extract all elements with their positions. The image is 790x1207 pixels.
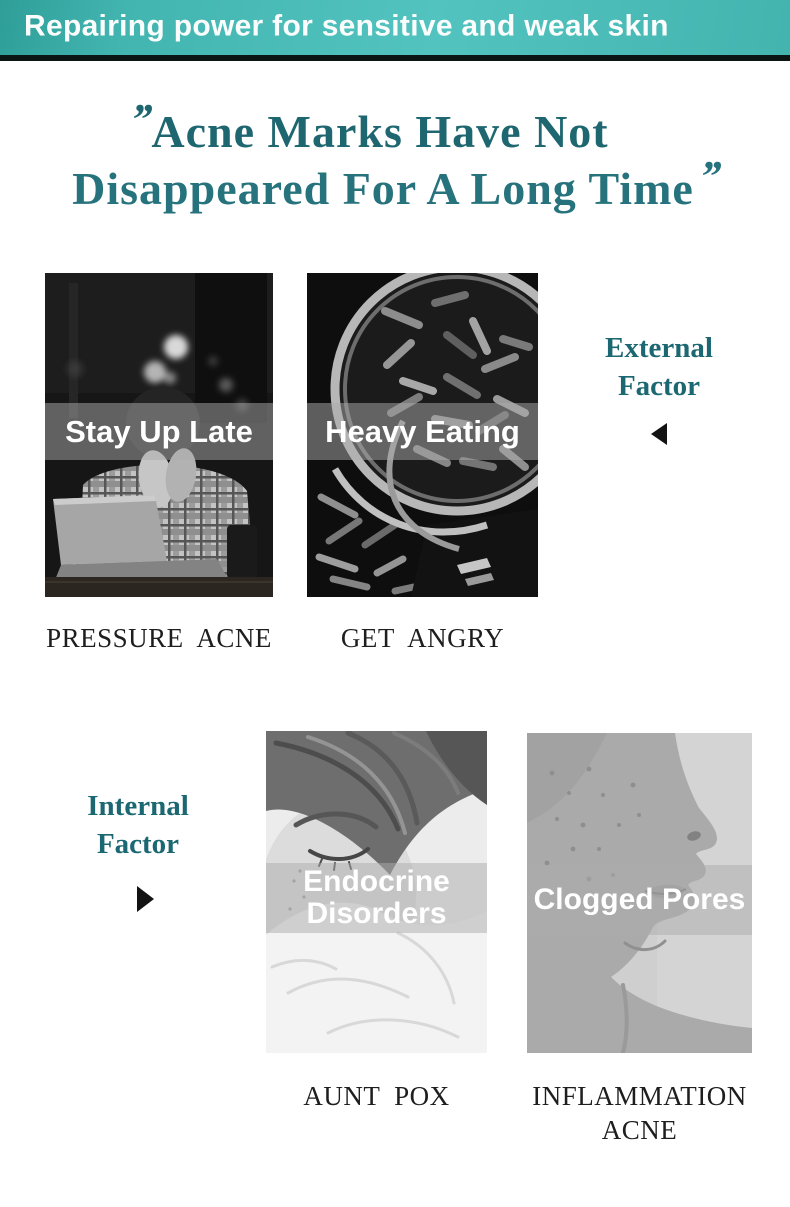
headline-line-1 [0, 95, 764, 161]
caption-heavy-eating: Heavy Eating [307, 403, 538, 460]
label-aunt-pox: AUNT POX [303, 1081, 450, 1111]
caption-endocrine-disorders: Endocrine Disorders [266, 863, 487, 933]
label-inflammation-acne: INFLAMMATION ACNE [532, 1081, 747, 1145]
close-quote-mark: ’’ [694, 152, 722, 201]
open-quote-mark: ’’ [126, 95, 153, 144]
photo-endocrine-disorders [266, 731, 487, 1053]
headline [0, 95, 790, 218]
photo-stay-up-late [45, 273, 273, 597]
internal-factor-label: Internal Factor [87, 790, 189, 860]
left-triangle-icon [651, 423, 667, 445]
photo-heavy-eating [307, 273, 538, 597]
headline-text-1: Acne Marks Have Not [151, 106, 609, 157]
caption-stay-up-late: Stay Up Late [45, 403, 273, 460]
photo-clogged-pores [527, 733, 752, 1053]
headline-line-2 [0, 152, 790, 218]
label-get-angry: GET ANGRY [340, 623, 505, 653]
headline-text-2: Disappeared For A Long Time [72, 163, 694, 214]
top-banner [0, 0, 790, 61]
caption-clogged-pores: Clogged Pores [527, 865, 752, 935]
external-factor-label: External Factor [605, 332, 713, 402]
banner-title: Repairing power for sensitive and weak skin [24, 9, 669, 43]
right-triangle-icon [137, 886, 154, 912]
label-pressure-acne: PRESSURE ACNE [46, 623, 272, 653]
